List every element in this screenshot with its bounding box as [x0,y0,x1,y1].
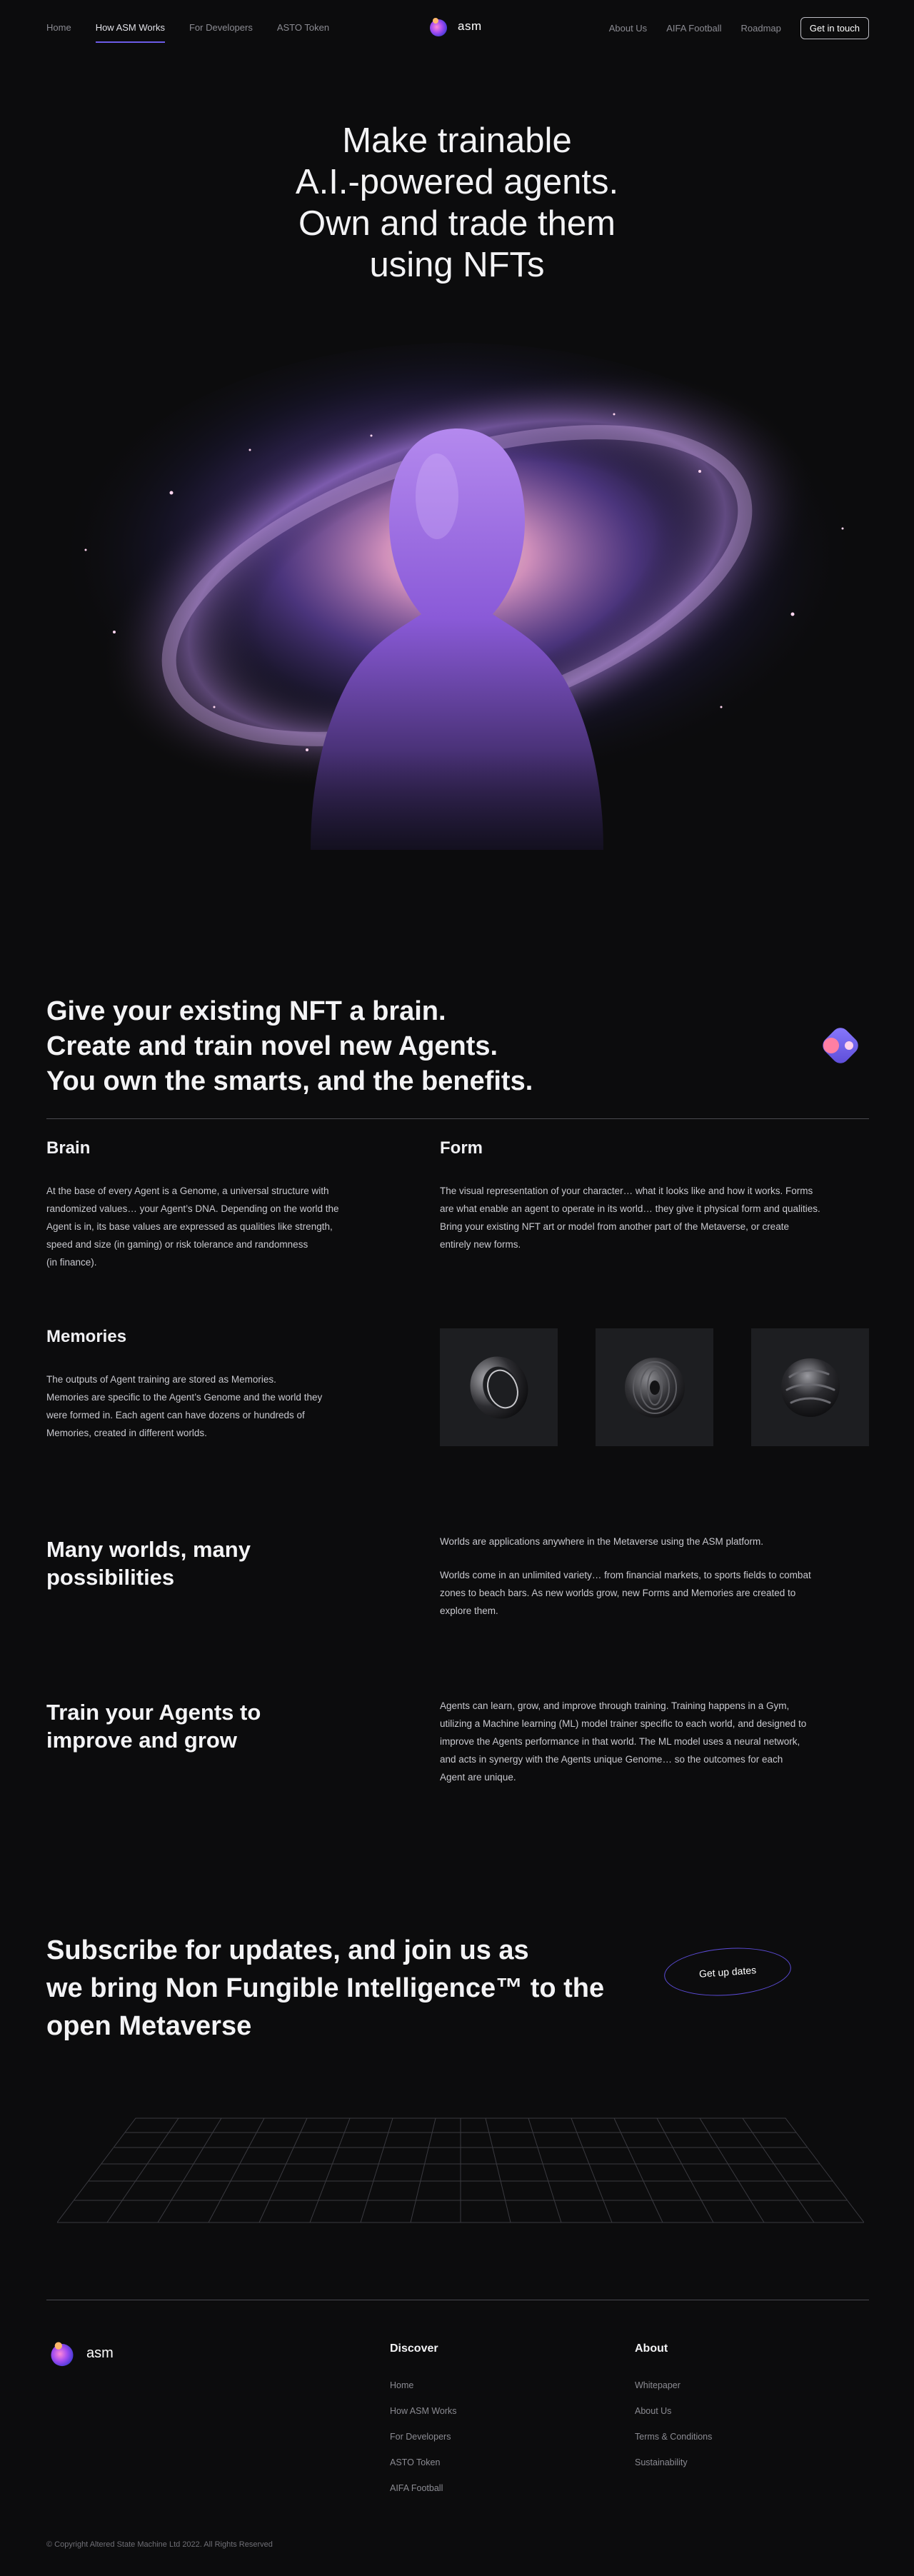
get-in-touch-button[interactable]: Get in touch [800,17,869,39]
brain-heading: Brain [46,1138,91,1158]
worlds-heading-line: Many worlds, many [46,1537,251,1562]
memories-body-line: The outputs of Agent training are stored as Memories. [46,1374,276,1385]
intro-title-line: Create and train novel new Agents. [46,1031,498,1061]
brain-body-line: randomized values… your Agent’s DNA. Depending on the world the [46,1203,339,1214]
footer-asm-logo[interactable] [46,2337,114,2369]
hero-title-line: A.I.-powered agents. [295,163,619,201]
brain-body [46,1182,339,1271]
nav-link-home[interactable]: Home [46,22,71,33]
footer-about-links [635,2380,712,2483]
form-body [440,1182,820,1253]
pill-toggle-icon [815,1026,868,1066]
nav-link-asto-token[interactable]: ASTO Token [276,22,330,33]
nav-link-about-us[interactable]: About Us [608,23,648,34]
nav-link-aifa-football[interactable]: AIFA Football [666,23,722,34]
footer-discover-links [390,2380,457,2509]
top-nav [0,0,914,57]
memory-tile-ring [440,1328,558,1446]
train-heading [46,1698,261,1754]
train-body-line: and acts in synergy with the Agents unique Genome… so the outcomes for each [440,1754,783,1765]
memories-body-line: Memories, created in different worlds. [46,1428,207,1438]
asm-logo-icon [46,2337,78,2369]
footer-link-terms[interactable]: Terms & Conditions [635,2432,713,2442]
perspective-grid-decoration [57,2114,864,2228]
nav-link-roadmap[interactable]: Roadmap [740,23,781,34]
intro-title-line: Give your existing NFT a brain. [46,996,446,1026]
brain-body-line: At the base of every Agent is a Genome, a universal structure with [46,1186,329,1196]
galaxy-agent-illustration [0,307,914,964]
hero-title [0,120,914,286]
form-body-line: Bring your existing NFT art or model from another part of the Metaverse, or create [440,1221,789,1232]
nav-left-links [46,22,329,43]
worlds-para-1: Worlds are applications anywhere in the Metaverse using the ASM platform. [440,1536,763,1547]
copyright-text: © Copyright Altered State Machine Ltd 2022. All Rights Reserved [46,2540,273,2549]
subscribe-title-line: open Metaverse [46,2011,252,2041]
worlds-para-2-line: explore them. [440,1605,498,1616]
memories-body-line: Memories are specific to the Agent’s Genome and the world they [46,1392,323,1403]
worlds-heading [46,1535,251,1591]
worlds-para-2-line: Worlds come in an unlimited variety… from financial markets, to sports fields to combat [440,1570,811,1580]
train-body [440,1697,806,1786]
footer-link-about-us[interactable]: About Us [635,2406,672,2416]
footer-link-home[interactable]: Home [390,2380,414,2390]
form-heading: Form [440,1138,483,1158]
knot-object-icon [771,1348,850,1427]
torus-object-icon [616,1348,694,1427]
nav-right-links [609,17,869,39]
asm-logo-icon [426,14,451,39]
worlds-heading-line: possibilities [46,1565,175,1590]
subscribe-title [46,1932,604,2045]
footer-link-for-developers[interactable]: For Developers [390,2432,451,2442]
footer-link-asto-token[interactable]: ASTO Token [390,2457,441,2467]
nav-link-for-developers[interactable]: For Developers [189,22,253,33]
worlds-para-2-line: zones to beach bars. As new worlds grow, new Forms and Memories are created to [440,1588,796,1598]
get-updates-button[interactable]: Get up dates [663,1944,793,2000]
footer-logo-wordmark: asm [86,2345,114,2361]
ring-object-icon [460,1348,538,1427]
memory-tile-torus [596,1328,713,1446]
footer-about-heading: About [635,2342,668,2355]
asm-logo[interactable] [426,14,482,39]
footer-link-whitepaper[interactable]: Whitepaper [635,2380,681,2390]
logo-wordmark: asm [458,19,482,33]
intro-title-line: You own the smarts, and the benefits. [46,1066,533,1096]
footer-link-aifa-football[interactable]: AIFA Football [390,2483,443,2493]
train-body-line: Agent are unique. [440,1772,516,1783]
intro-title [46,994,533,1099]
footer-link-sustainability[interactable]: Sustainability [635,2457,688,2467]
worlds-para-2 [440,1566,811,1620]
train-body-line: Agents can learn, grow, and improve through training. Training happens in a Gym, [440,1700,790,1711]
memories-heading: Memories [46,1327,127,1346]
subscribe-title-line: Subscribe for updates, and join us as [46,1935,529,1965]
form-body-line: are what enable an agent to operate in its world… they give it physical form and qualities. [440,1203,820,1214]
brain-body-line: Agent is in, its base values are expressed as qualities like strength, [46,1221,333,1232]
memory-tile-knot [751,1328,869,1446]
memories-body [46,1370,322,1442]
train-heading-line: Train your Agents to [46,1700,261,1725]
worlds-body [440,1533,811,1620]
brain-body-line: (in finance). [46,1257,97,1268]
hero-title-line: Make trainable [342,121,572,160]
hero-title-line: Own and trade them [298,204,616,243]
train-body-line: improve the Agents performance in that world. The ML model uses a neural network, [440,1736,800,1747]
form-body-line: entirely new forms. [440,1239,521,1250]
train-body-line: utilizing a Machine learning (ML) model trainer specific to each world, and designed to [440,1718,807,1729]
train-heading-line: improve and grow [46,1728,237,1753]
footer-discover-heading: Discover [390,2342,438,2355]
footer-link-how-asm-works[interactable]: How ASM Works [390,2406,457,2416]
hero-title-line: using NFTs [369,246,545,284]
form-body-line: The visual representation of your character… what it looks like and how it works. Forms [440,1186,813,1196]
subscribe-title-line: we bring Non Fungible Intelligence™ to the [46,1973,605,2003]
section-divider [46,1118,869,1119]
memories-body-line: were formed in. Each agent can have dozens or hundreds of [46,1410,305,1420]
brain-body-line: speed and size (in gaming) or risk tolerance and randomness [46,1239,308,1250]
nav-link-how-asm-works[interactable]: How ASM Works [96,22,165,43]
